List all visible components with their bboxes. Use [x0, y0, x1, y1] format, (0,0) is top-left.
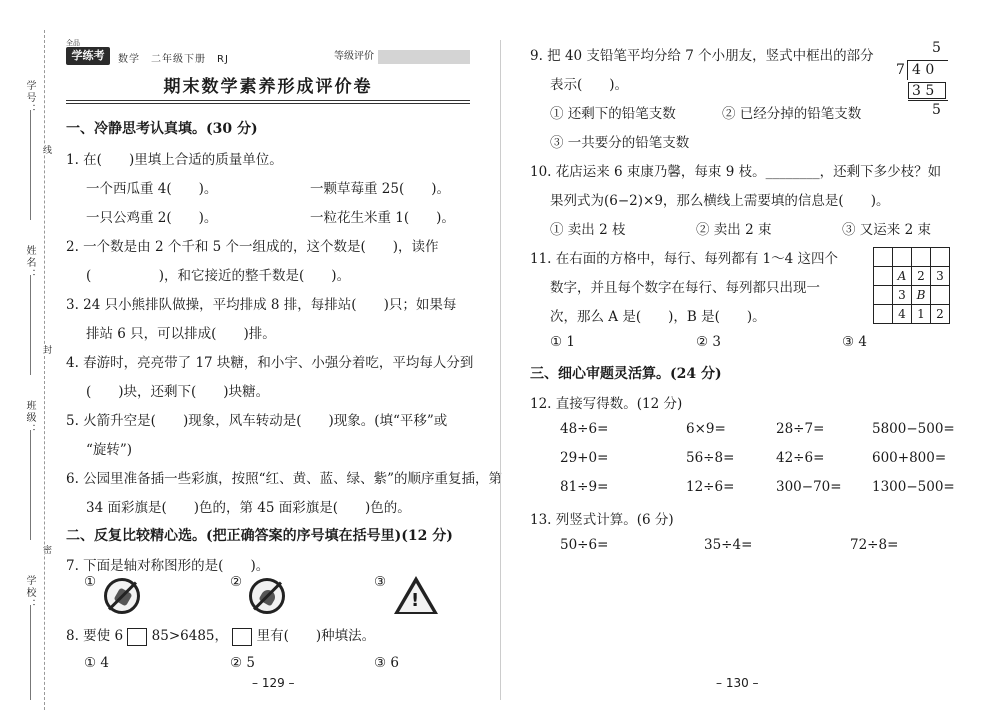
q1d-text: 一粒花生米重 1( )。	[310, 210, 455, 226]
q1b-text: 一颗草莓重 25( )。	[310, 181, 451, 197]
q8-text	[66, 624, 375, 646]
q10-line1: 10. 花店运来 6 束康乃馨，每束 9 枝。________，还剩下多少枝？如	[530, 164, 942, 180]
q8-option-3: ③ 6	[374, 655, 399, 671]
no-fire-sign-icon	[249, 578, 285, 614]
vertical-calc-item: 35÷4=	[704, 537, 753, 553]
calc-item: 600+800=	[872, 450, 947, 466]
q8-prefix: 8. 要使 6	[66, 628, 124, 644]
q3-line1: 3. 24 只小熊排队做操，平均排成 8 排，每排站( )只；如果每	[66, 297, 457, 313]
q12-text: 12. 直接写得数。(12 分)	[530, 396, 683, 412]
grade-label: 等级评价	[330, 50, 378, 64]
subject-meta: 数学 二年级下册 RJ	[118, 54, 229, 65]
calc-item: 12÷6=	[686, 479, 735, 495]
grid-cell: 3	[893, 286, 912, 305]
page-divider	[500, 40, 501, 700]
long-division	[896, 40, 956, 120]
q9-line2: 表示( )。	[550, 77, 629, 93]
q1c-text: 一只公鸡重 2( )。	[86, 210, 218, 226]
grid-cell	[893, 248, 912, 267]
calc-item: 300−70=	[776, 479, 842, 495]
vertical-calc-item: 72÷8=	[850, 537, 899, 553]
cut-word-mi: 密	[41, 545, 51, 554]
q8-option-2: ② 5	[230, 655, 255, 671]
q6-line2: 34 面彩旗是( )色的，第 45 面彩旗是( )色的。	[86, 500, 411, 516]
q2-line1: 2. 一个数是由 2 个千和 5 个一组成的，这个数是( )，读作	[66, 239, 439, 255]
grid-row	[874, 305, 950, 324]
cut-line	[44, 30, 45, 710]
grade-box	[330, 50, 470, 64]
grid-row	[874, 286, 950, 305]
grid-cell	[874, 248, 893, 267]
blank-class	[30, 430, 31, 540]
label-school: 学校：	[24, 575, 35, 611]
q10-line2: 果列式为(6−2)×9，那么横线上需要填的信息是( )。	[550, 193, 890, 209]
binding-strip	[0, 0, 52, 722]
vertical-calc-item: 50÷6=	[560, 537, 609, 553]
calc-item: 81÷9=	[560, 479, 609, 495]
q1-text: 1. 在( )里填上合适的质量单位。	[66, 152, 283, 168]
q11-line1: 11. 在右面的方格中，每行、每列都有 1～4 这四个	[530, 251, 839, 267]
grid-cell: A	[893, 267, 912, 286]
q10-option-1: ① 卖出 2 枝	[550, 222, 626, 238]
division-remainder: 5	[932, 102, 941, 118]
grid-cell	[874, 267, 893, 286]
page-number-left: – 129 –	[252, 676, 295, 690]
division-subtract-line	[908, 100, 948, 101]
q8-blank-box	[127, 628, 147, 646]
q5-line2: “旋转”)	[86, 442, 133, 458]
title-rule	[66, 100, 470, 101]
exclamation-icon: !	[411, 590, 420, 611]
grid-cell: 2	[931, 305, 950, 324]
calc-item: 56÷8=	[686, 450, 735, 466]
grid-row	[874, 267, 950, 286]
q4-line1: 4. 春游时，亮亮带了 17 块糖，和小宇、小强分着吃，平均每人分到	[66, 355, 474, 371]
q5-line1: 5. 火箭升空是( )现象，风车转动是( )现象。(填“平移”或	[66, 413, 448, 429]
q13-text: 13. 列竖式计算。(6 分)	[530, 512, 674, 528]
calc-item: 29+0=	[560, 450, 609, 466]
no-smoking-sign-icon	[104, 578, 140, 614]
brand-logo: 学练考	[66, 47, 110, 65]
q9-option-1: ① 还剩下的铅笔支数	[550, 106, 676, 122]
cut-word-feng: 封	[41, 345, 51, 354]
q1a-text: 一个西瓜重 4( )。	[86, 181, 218, 197]
grid-cell	[931, 248, 950, 267]
cut-word-xian: 线	[41, 145, 51, 154]
grid-cell: 3	[931, 267, 950, 286]
calc-item: 42÷6=	[776, 450, 825, 466]
q8-suffix: 里有( )种填法。	[256, 628, 376, 644]
calc-item: 5800−500=	[872, 421, 955, 437]
q11-line2: 数字，并且每个数字在每行、每列都只出现一	[550, 280, 820, 296]
blank-name	[30, 275, 31, 375]
q7-option-3-label: ③	[374, 574, 387, 590]
grid-cell	[912, 248, 931, 267]
section-3-heading: 三、细心审题灵活算。(24 分)	[530, 366, 722, 382]
section-1-heading: 一、冷静思考认真填。(30 分)	[66, 121, 258, 137]
grid-cell: 1	[912, 305, 931, 324]
q8-box-symbol	[232, 628, 252, 646]
calc-item: 28÷7=	[776, 421, 825, 437]
q9-option-2: ② 已经分掉的铅笔支数	[722, 106, 862, 122]
q2-line2: ( )，和它接近的整千数是( )。	[86, 268, 351, 284]
grid-cell	[931, 286, 950, 305]
blank-school	[30, 605, 31, 700]
latin-square-grid	[873, 247, 950, 324]
grid-cell	[874, 305, 893, 324]
page-title: 期末数学素养形成评价卷	[163, 77, 373, 97]
section-2-heading: 二、反复比较精心选。(把正确答案的序号填在括号里)(12 分)	[66, 528, 453, 544]
calc-item: 1300−500=	[872, 479, 955, 495]
q3-line2: 排站 6 只，可以排成( )排。	[86, 326, 276, 342]
division-product-box: 3 5	[908, 82, 946, 99]
division-dividend: 4 0	[912, 62, 935, 78]
label-name: 姓名：	[24, 245, 35, 281]
calc-item: 48÷6=	[560, 421, 609, 437]
label-class: 班级：	[24, 400, 35, 436]
division-bracket	[907, 60, 908, 80]
title-rule-2	[66, 103, 470, 104]
logo-caption: 全品	[66, 39, 80, 47]
q11-option-1: ① 1	[550, 334, 575, 350]
q7-option-2-label: ②	[230, 574, 243, 590]
grid-cell: B	[912, 286, 931, 305]
grid-cell	[874, 286, 893, 305]
grid-row	[874, 248, 950, 267]
q8-option-1: ① 4	[84, 655, 109, 671]
label-student-id: 学号：	[24, 80, 35, 116]
grid-cell: 4	[893, 305, 912, 324]
q7-option-1-label: ①	[84, 574, 97, 590]
grid-cell: 2	[912, 267, 931, 286]
q7-text: 7. 下面是轴对称图形的是( )。	[66, 558, 270, 574]
q9-option-3: ③ 一共要分的铅笔支数	[550, 135, 690, 151]
division-quotient: 5	[932, 40, 941, 56]
q9-line1: 9. 把 40 支铅笔平均分给 7 个小朋友，竖式中框出的部分	[530, 48, 874, 64]
q4-line2: ( )块，还剩下( )块糖。	[86, 384, 270, 400]
q11-option-2: ② 3	[696, 334, 721, 350]
q6-line1: 6. 公园里准备插一些彩旗，按照“红、黄、蓝、绿、紫”的顺序重复插，第	[66, 471, 502, 487]
q11-option-3: ③ 4	[842, 334, 867, 350]
page-number-right: – 130 –	[716, 676, 759, 690]
q10-option-3: ③ 又运来 2 束	[842, 222, 931, 238]
q10-option-2: ② 卖出 2 束	[696, 222, 772, 238]
blank-student-id	[30, 110, 31, 220]
q8-middle: 85>6485，	[151, 628, 229, 644]
calc-item: 6×9=	[686, 421, 726, 437]
q11-line3: 次，那么 A 是( )，B 是( )。	[550, 309, 766, 325]
division-bar	[908, 60, 948, 61]
division-divisor: 7	[896, 62, 905, 78]
